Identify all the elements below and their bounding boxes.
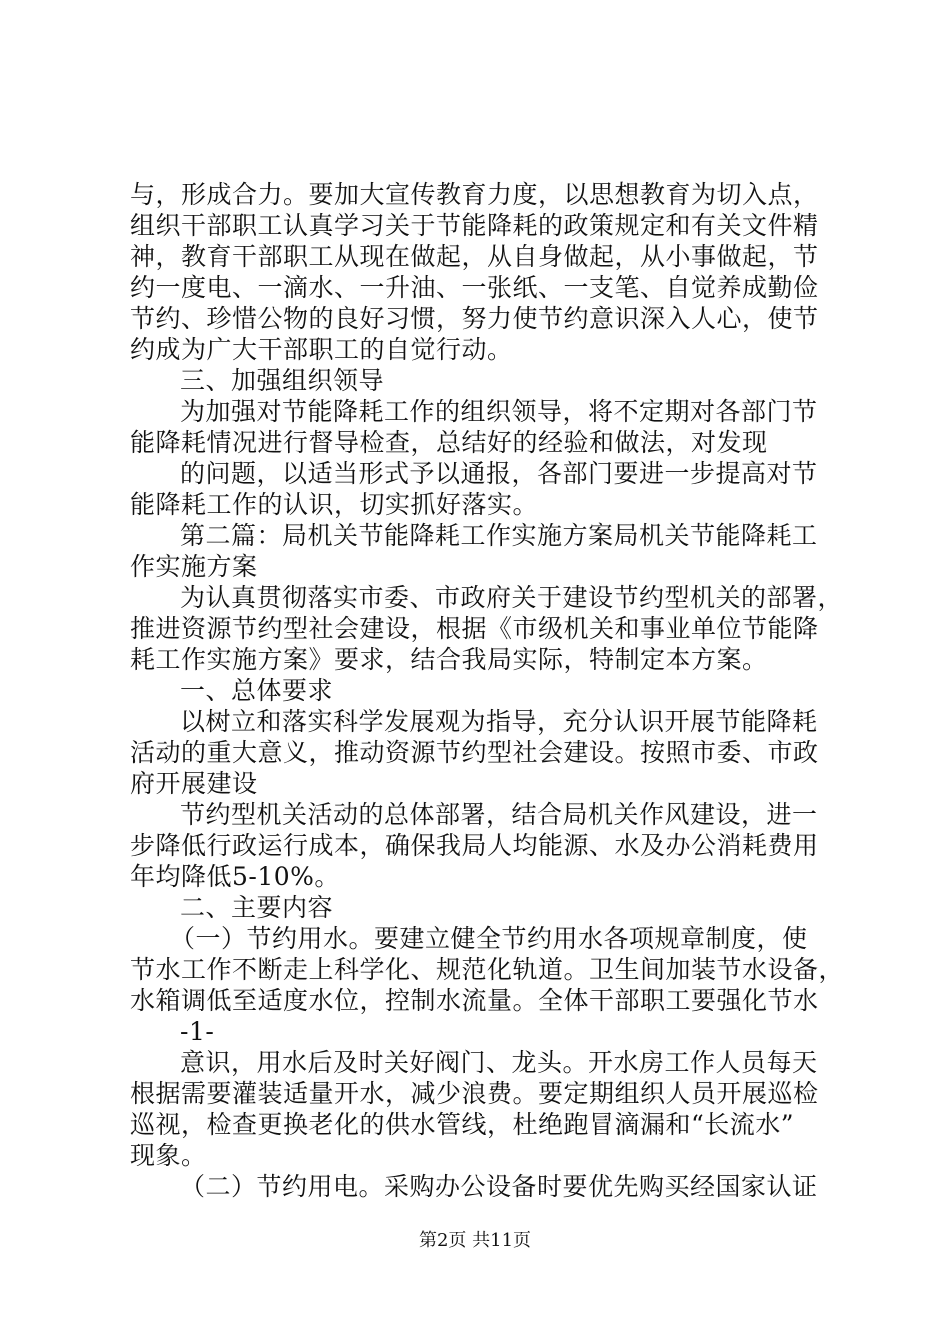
text-line: 步降低行政运行成本，确保我局人均能源、水及办公消耗费用 [130, 831, 819, 860]
text-line: 节约、珍惜公物的良好习惯，努力使节约意识深入人心，使节 [130, 304, 819, 333]
text-line: 活动的重大意义，推动资源节约型社会建设。按照市委、市政 [130, 738, 819, 767]
text-line: 组织干部职工认真学习关于节能降耗的政策规定和有关文件精 [130, 211, 819, 240]
text-line: 节水工作不断走上科学化、规范化轨道。卫生间加装节水设备， [130, 955, 845, 984]
text-line: 水箱调低至适度水位，控制水流量。全体干部职工要强化节水 [130, 986, 819, 1015]
page-number-inline: -1- [180, 1017, 215, 1046]
chapter-heading: 作实施方案 [130, 552, 258, 581]
section-heading: 二、主要内容 [180, 893, 334, 922]
section-heading: 一、总体要求 [180, 676, 334, 705]
section-heading: 三、加强组织领导 [180, 366, 385, 395]
text-line: 现象。 [130, 1141, 207, 1170]
text-line: 巡视，检查更换老化的供水管线，杜绝跑冒滴漏和“长流水” [130, 1110, 795, 1139]
text-line: 推进资源节约型社会建设，根据《市级机关和事业单位节能降 [130, 614, 819, 643]
text-line: （二）节约用电。采购办公设备时要优先购买经国家认证 [180, 1172, 818, 1201]
text-line: 根据需要灌装适量开水，减少浪费。要定期组织人员开展巡检 [130, 1079, 819, 1108]
text-line: 能降耗情况进行督导检查，总结好的经验和做法，对发现 [130, 428, 768, 457]
text-line: 年均降低5-10%。 [130, 862, 340, 891]
text-line: 的问题，以适当形式予以通报，各部门要进一步提高对节 [180, 459, 818, 488]
text-line: 耗工作实施方案》要求，结合我局实际，特制定本方案。 [130, 645, 768, 674]
text-line: 为认真贯彻落实市委、市政府关于建设节约型机关的部署， [180, 583, 844, 612]
text-line: 神，教育干部职工从现在做起，从自身做起，从小事做起，节 [130, 242, 819, 271]
text-line: （一）节约用水。要建立健全节约用水各项规章制度，使 [170, 924, 808, 953]
text-line: 以树立和落实科学发展观为指导，充分认识开展节能降耗 [180, 707, 818, 736]
text-line: 府开展建设 [130, 769, 258, 798]
text-line: 约一度电、一滴水、一升油、一张纸、一支笔、自觉养成勤俭 [130, 273, 819, 302]
text-line: 与，形成合力。要加大宣传教育力度，以思想教育为切入点， [130, 180, 819, 209]
text-line: 意识，用水后及时关好阀门、龙头。开水房工作人员每天 [180, 1048, 818, 1077]
page-footer: 第2页 共11页 [418, 1230, 532, 1251]
text-line: 能降耗工作的认识，切实抓好落实。 [130, 490, 539, 519]
text-line: 为加强对节能降耗工作的组织领导，将不定期对各部门节 [180, 397, 818, 426]
chapter-heading: 第二篇：局机关节能降耗工作实施方案局机关节能降耗工 [180, 521, 818, 550]
text-line: 约成为广大干部职工的自觉行动。 [130, 335, 513, 364]
text-line: 节约型机关活动的总体部署，结合局机关作风建设，进一 [180, 800, 818, 829]
